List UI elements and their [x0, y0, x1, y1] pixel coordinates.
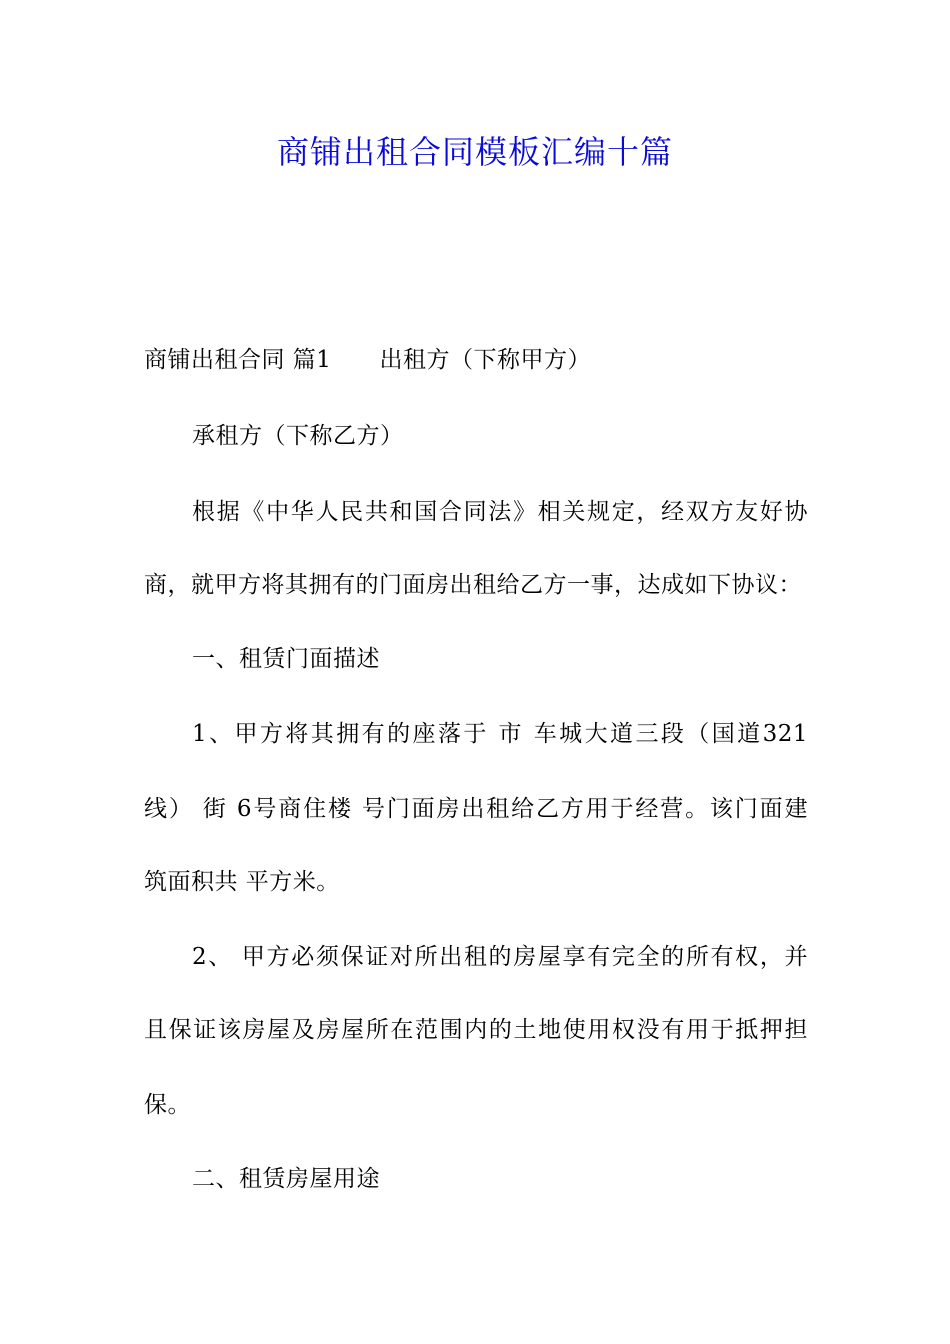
section-heading-1: 一、租赁门面描述: [192, 646, 380, 672]
paragraph-line: 且保证该房屋及房屋所在范围内的土地使用权没有用于抵押担: [144, 1017, 808, 1043]
paragraph-line: 线） 街 6号商住楼 号门面房出租给乙方用于经营。该门面建: [144, 796, 808, 822]
heading-line: [144, 344, 808, 376]
paragraph-line: 根据《中华人民共和国合同法》相关规定，经双方友好协: [192, 499, 808, 525]
lessee-line: 承租方（下称乙方）: [192, 423, 404, 449]
paragraph-line: 商，就甲方将其拥有的门面房出租给乙方一事，达成如下协议：: [144, 572, 802, 598]
paragraph-line: 2、 甲方必须保证对所出租的房屋享有完全的所有权，并: [192, 944, 808, 970]
paragraph-line: 筑面积共 平方米。: [144, 869, 340, 895]
lessor-line: 出租方（下称甲方）: [379, 347, 591, 373]
paragraph-line: 1、甲方将其拥有的座落于 市 车城大道三段（国道321: [192, 721, 808, 747]
paragraph-line: 保。: [144, 1092, 191, 1118]
section-heading-label: 商铺出租合同 篇1: [144, 347, 332, 373]
section-heading-2: 二、租赁房屋用途: [192, 1166, 380, 1192]
document-title: 商铺出租合同模板汇编十篇: [276, 133, 673, 171]
